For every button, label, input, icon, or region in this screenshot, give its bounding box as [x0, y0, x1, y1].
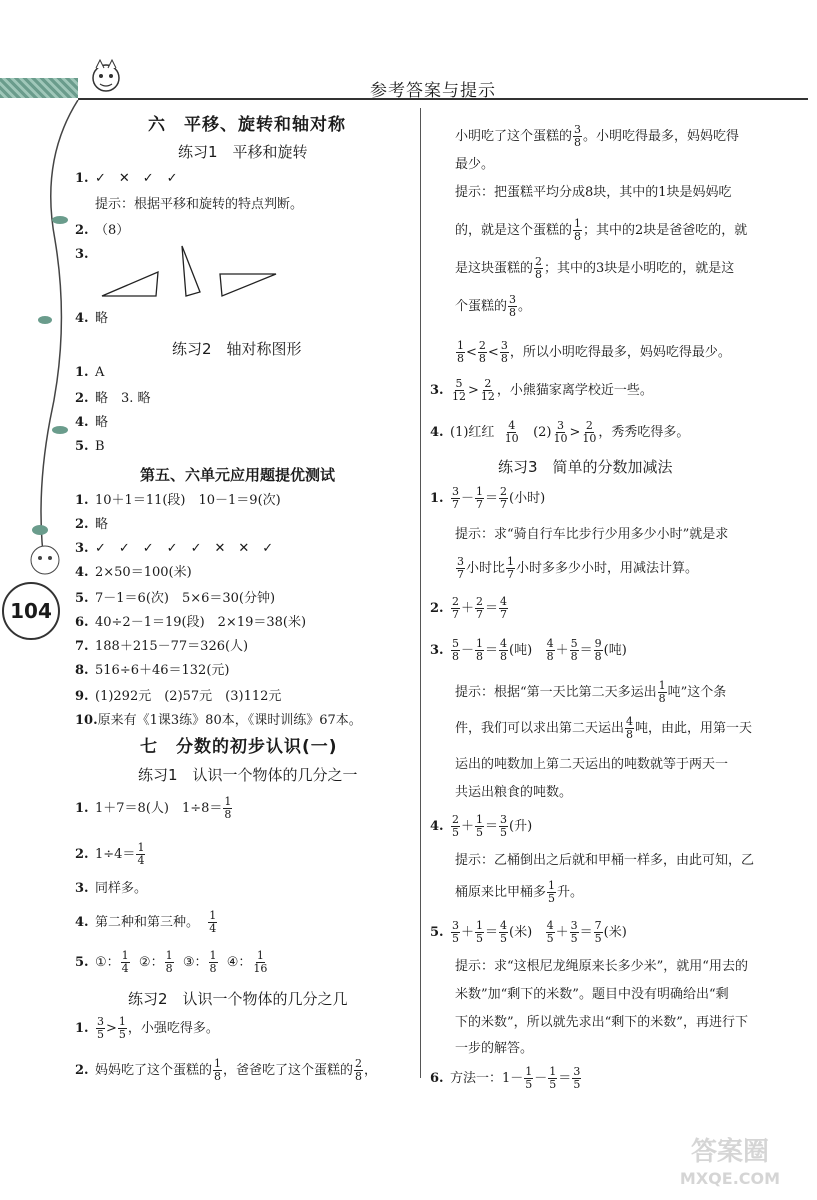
t6-number: 6.: [75, 615, 89, 630]
t9-number: 9.: [75, 689, 89, 704]
a2-number: 2.: [430, 601, 444, 616]
a5-number: 5.: [430, 925, 444, 940]
s3-answer: 同样多。: [95, 881, 148, 896]
e2-2-number: 2.: [75, 391, 89, 406]
s5-part2: ②：: [138, 955, 164, 970]
r5-text-a: 是这块蛋糕的: [455, 261, 534, 276]
q4-number: 4.: [75, 311, 89, 326]
section-7-title: 七 分数的初步认识(一): [140, 737, 338, 757]
q1-number: 1.: [75, 171, 89, 186]
t5-answer: 7－1＝6(次) 5×6＝30(分钟): [95, 591, 276, 606]
a3-hint-2a: 件，我们可以求出第二天运出: [455, 721, 625, 736]
e2-5-number: 5.: [75, 439, 89, 454]
s4-number: 4.: [75, 915, 89, 930]
e2-4-number: 4.: [75, 415, 89, 430]
a4-unit: (升): [509, 819, 533, 834]
t3-answer: ✓ ✓ ✓ ✓ ✓ ✕ ✕ ✓: [95, 541, 274, 556]
r1-text-b: 。小明吃得最多，妈妈吃得: [583, 129, 740, 144]
t2-number: 2.: [75, 517, 89, 532]
a1-hint-1: 提示：求“骑自行车比步行少用多少小时”就是求: [455, 527, 729, 542]
r8-text: ，小熊猫家离学校近一些。: [496, 383, 653, 398]
header-title: 参考答案与提示: [370, 81, 496, 101]
t6-answer: 40÷2－1＝19(段) 2×19＝38(米): [95, 615, 307, 630]
r5-text-b: ；其中的3块是小明吃的，就是这: [544, 261, 735, 276]
t1-number: 1.: [75, 493, 89, 508]
s2-answer: 1÷4＝: [95, 847, 136, 862]
r7-text: ，所以小明吃得最多，妈妈吃得最少。: [509, 345, 731, 360]
page-number: 104: [2, 582, 60, 640]
t7-answer: 188＋215－77＝326(人): [95, 639, 249, 654]
column-divider: [420, 108, 421, 1078]
t8-number: 8.: [75, 663, 89, 678]
r2-text: 最少。: [455, 157, 495, 172]
triangles-figure: [100, 244, 280, 304]
q4-answer: 略: [95, 311, 109, 326]
a1-unit: (小时): [509, 491, 546, 506]
a6-text: 方法一：1－: [450, 1071, 524, 1086]
s5-number: 5.: [75, 955, 89, 970]
a5-hint-1: 提示：求“这根尼龙绳原来长多少米”，就用“用去的: [455, 959, 748, 974]
p2-number: 2.: [75, 1063, 89, 1078]
r1-text-a: 小明吃了这个蛋糕的: [455, 129, 573, 144]
a5-hint-3: 下的米数”，所以就先求出“剩下的米数”，再进行下: [455, 1015, 748, 1030]
a4-hint-2a: 桶原来比甲桶多: [455, 885, 547, 900]
fraction-1-4: $\frac{1}{4}$: [209, 909, 217, 935]
header-decoration-strip: [0, 78, 78, 98]
a3-hint-3: 运出的吨数加上第二天运出的吨数就等于两天一: [455, 757, 729, 772]
t4-answer: 2×50＝100(米): [95, 565, 192, 580]
a3-hint-4: 共运出粮食的吨数。: [455, 785, 573, 800]
t8-answer: 516÷6＋46＝132(元): [95, 663, 230, 678]
e2-1-answer: A: [95, 365, 105, 380]
a3-unit-b: (吨): [603, 643, 627, 658]
r4-text-a: 的，就是这个蛋糕的: [455, 223, 573, 238]
watermark-line1: 答案圈: [690, 1137, 770, 1167]
t7-number: 7.: [75, 639, 89, 654]
t10-answer: 原来有《1课3练》80本，《课时训练》67本。: [97, 713, 362, 728]
t2-answer: 略: [95, 517, 109, 532]
r3-hint: 提示：把蛋糕平均分成8块，其中的1块是妈妈吃: [455, 185, 732, 200]
section-6-title: 六 平移、旋转和轴对称: [148, 115, 346, 135]
fraction-1-8: $\frac{1}{8}$: [224, 795, 232, 821]
q3-number: 3.: [75, 247, 89, 262]
q1-hint: 提示：根据平移和旋转的特点判断。: [95, 197, 304, 212]
a4-hint-1: 提示：乙桶倒出之后就和甲桶一样多，由此可知，乙: [455, 853, 755, 868]
a4-hint-2b: 升。: [557, 885, 584, 900]
r8-number: 3.: [430, 383, 444, 398]
p1-answer: ，小强吃得多。: [127, 1021, 219, 1036]
t10-number: 10.: [75, 713, 98, 728]
mascot-icon: [86, 56, 126, 96]
exercise-2-title: 练习2 轴对称图形: [172, 340, 302, 358]
exercise-3-title: 练习3 简单的分数加减法: [498, 458, 673, 476]
s5-part1: ①：: [95, 955, 120, 970]
s5-part3: ③：: [182, 955, 208, 970]
p2-answer-c: ，: [364, 1063, 378, 1078]
a1-hint-2b: 小时比: [466, 561, 506, 576]
p2-answer-b: ，爸爸吃了这个蛋糕的: [223, 1063, 354, 1078]
q1-answer: ✓ ✕ ✓ ✓: [95, 171, 178, 186]
a1-hint-2c: 小时多多少小时，用减法计算。: [516, 561, 699, 576]
e2-2-answer: 略 3. 略: [95, 391, 151, 406]
fraction-1-4: $\frac{1}{4}$: [137, 841, 145, 867]
a3-number: 3.: [430, 643, 444, 658]
r6-text-b: 。: [518, 299, 532, 314]
e2-5-answer: B: [95, 439, 105, 454]
a4-number: 4.: [430, 819, 444, 834]
p2-answer-a: 妈妈吃了这个蛋糕的: [95, 1063, 213, 1078]
t1-answer: 10＋1＝11(段) 10－1＝9(次): [95, 493, 281, 508]
r9-text-c: ，秀秀吃得多。: [598, 425, 690, 440]
s2-number: 2.: [75, 847, 89, 862]
s5-part4: ④：: [226, 955, 252, 970]
r4-text-b: ；其中的2块是爸爸吃的，就: [583, 223, 748, 238]
e2-4-answer: 略: [95, 415, 109, 430]
r9-text-b: (2): [533, 425, 552, 440]
r9-text-a: (1)红红: [450, 425, 495, 440]
a3-hint-2b: 吨，由此，用第一天: [635, 721, 753, 736]
r6-text-a: 个蛋糕的: [455, 299, 508, 314]
p1-number: 1.: [75, 1021, 89, 1036]
a5-hint-4: 一步的解答。: [455, 1041, 534, 1056]
s1-number: 1.: [75, 801, 89, 816]
a5-unit-a: (米): [509, 925, 533, 940]
s3-number: 3.: [75, 881, 89, 896]
watermark-logo: [655, 1130, 805, 1190]
a5-hint-2: 米数”加“剩下的米数”。题目中没有明确给出“剩: [455, 987, 729, 1002]
a3-hint-1a: 提示：根据“第一天比第二天多运出: [455, 685, 657, 700]
a5-unit-b: (米): [603, 925, 627, 940]
exercise-7-2-title: 练习2 认识一个物体的几分之几: [128, 990, 348, 1008]
t3-number: 3.: [75, 541, 89, 556]
a6-number: 6.: [430, 1071, 444, 1086]
q2-number: 2.: [75, 223, 89, 238]
q2-answer: （8）: [95, 223, 130, 238]
s1-answer: 1＋7＝8(人) 1÷8＝: [95, 801, 223, 816]
e2-1-number: 1.: [75, 365, 89, 380]
t4-number: 4.: [75, 565, 89, 580]
a1-number: 1.: [430, 491, 444, 506]
exercise-1-title: 练习1 平移和旋转: [178, 143, 308, 161]
watermark-line2: MXQE.COM: [679, 1169, 781, 1188]
a3-hint-1b: 吨”这个条: [667, 685, 727, 700]
s4-answer: 第二种和第三种。: [95, 915, 200, 930]
t5-number: 5.: [75, 591, 89, 606]
unit-test-title: 第五、六单元应用题提优测试: [140, 466, 336, 484]
r9-number: 4.: [430, 425, 444, 440]
exercise-7-1-title: 练习1 认识一个物体的几分之一: [138, 766, 358, 784]
a3-unit-a: (吨): [509, 643, 533, 658]
vine-decoration: [0, 100, 80, 620]
t9-answer: (1)292元 (2)57元 (3)112元: [95, 689, 282, 704]
